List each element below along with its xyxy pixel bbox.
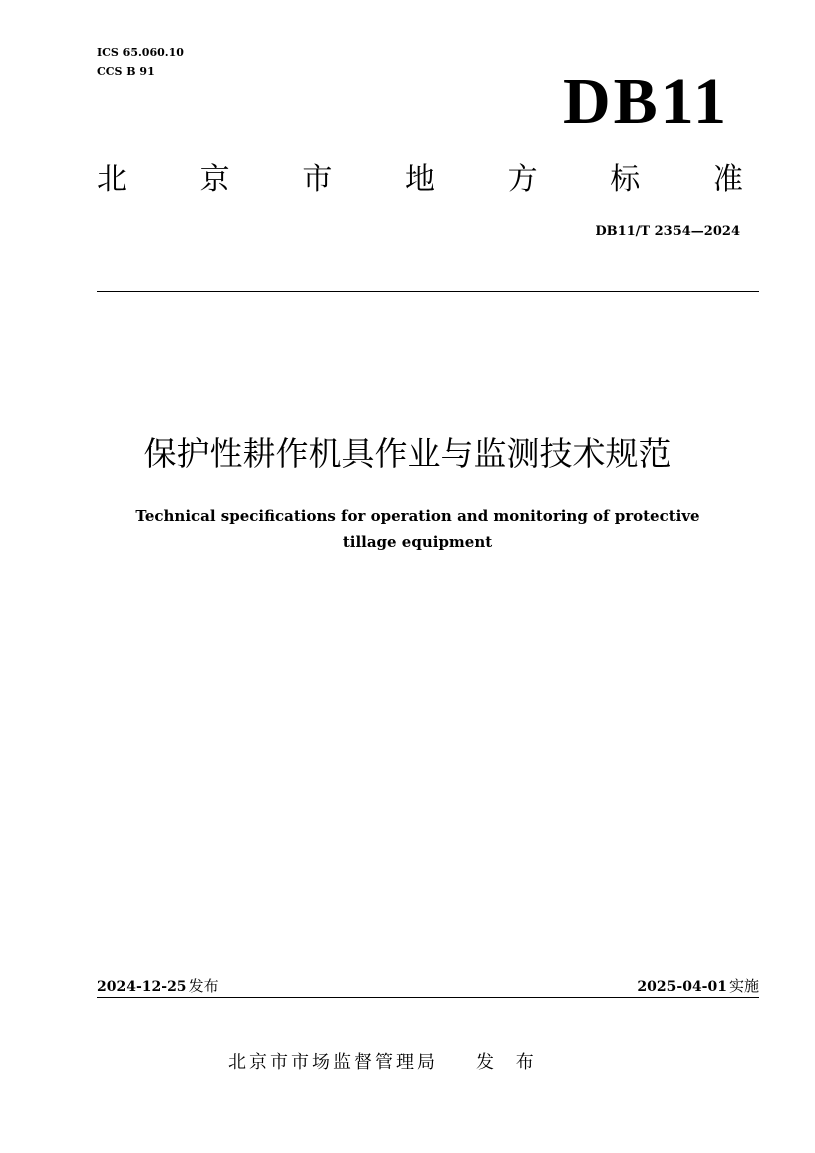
standard-type-char: 方 [507,162,538,197]
publish-label: 发布 [188,977,219,995]
standard-type-heading [97,158,743,202]
implement-date: 2025-04-01 [637,979,727,995]
standard-type-char: 标 [610,162,641,197]
standard-type-char: 市 [302,162,333,197]
title-english [80,503,755,555]
title-english-line: tillage equipment [342,533,493,551]
bottom-divider [97,997,759,998]
standard-type-char: 准 [712,162,743,197]
top-divider [97,291,759,292]
dates-row [97,974,759,999]
db-code: DB11 [562,65,729,138]
implement-label: 实施 [728,977,759,995]
classification-codes [97,43,184,81]
implement-info [637,974,759,999]
standard-type-char: 京 [199,162,230,197]
publish-info [97,974,219,999]
standard-number: DB11/T 2354—2024 [595,224,740,239]
publish-date: 2024-12-25 [97,979,187,995]
ics-code: ICS 65.060.10 [97,46,184,59]
title-chinese: 保护性耕作机具作业与监测技术规范 [143,434,672,473]
ccs-code: CCS B 91 [97,65,155,78]
issuer-name: 北京市市场监督管理局 [228,1052,438,1073]
title-english-line: Technical specifications for operation and monitoring of protective [135,507,700,525]
issuer-action: 发 布 [476,1052,542,1073]
standard-type-char: 北 [97,162,127,197]
issuer-row [228,1049,542,1077]
standard-type-char: 地 [404,162,435,197]
